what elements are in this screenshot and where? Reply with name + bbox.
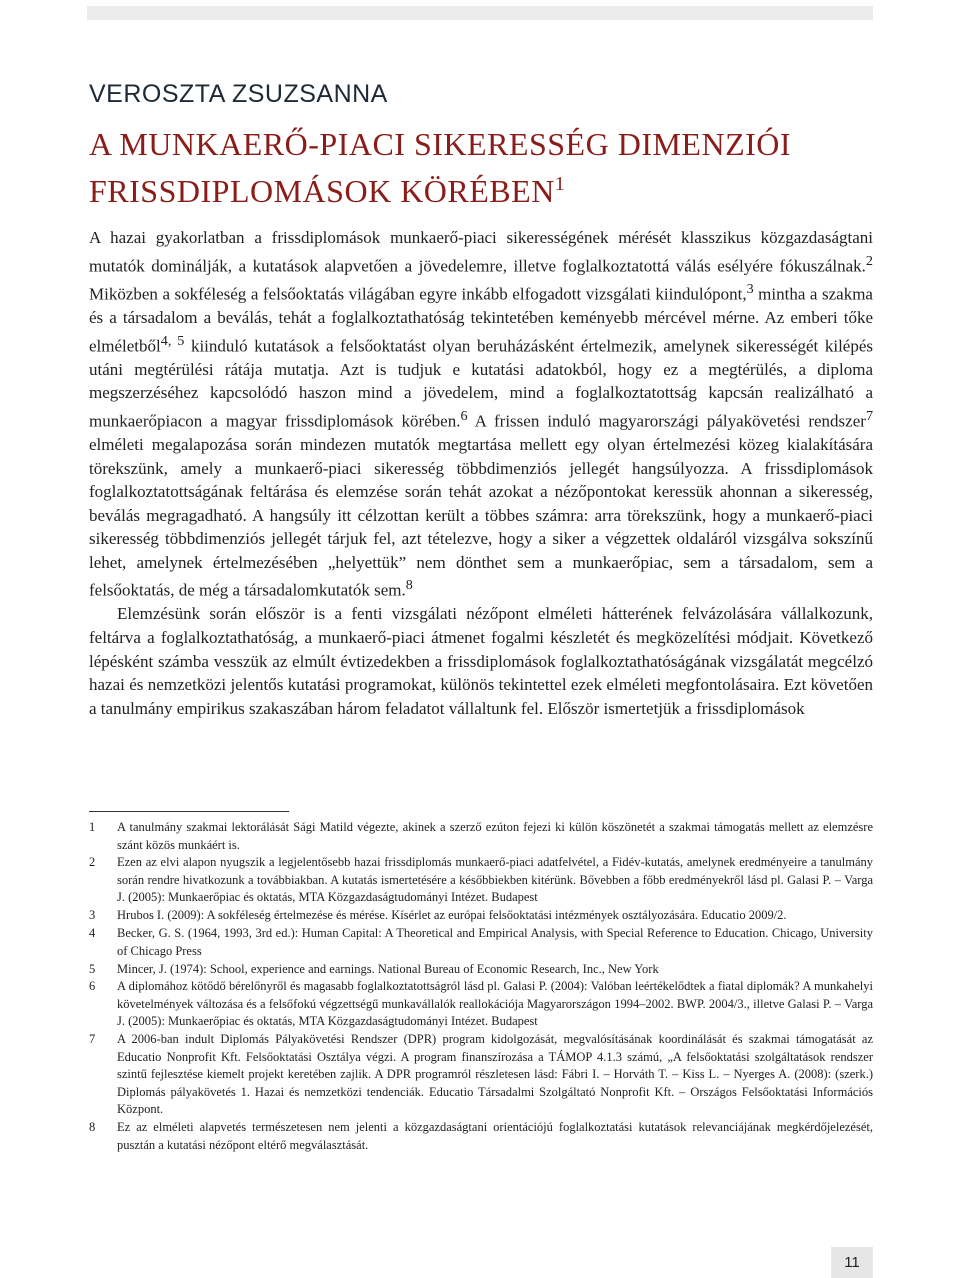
- footnote-text: Ez az elméleti alapvetés természetesen nem jelenti a közgazdaságtani orientációjú foglalkoztatási kutatások relevanciájának megkérdőjelezését, pusztán a kutatási nézőpont eltérő megválasztását.: [117, 1120, 873, 1152]
- title-line-1: A MUNKAERŐ-PIACI SIKERESSÉG DIMENZIÓI: [89, 126, 792, 162]
- footnote-text: A tanulmány szakmai lektorálását Sági Matild végezte, akinek a szerző ezúton fejezi ki külön köszönetét a szakmai támogatás mellett az elemzésre szánt közös munkáért is.: [117, 820, 873, 852]
- footnote: [89, 961, 873, 979]
- article-title: [89, 124, 869, 211]
- sentence: A hazai gyakorlatban a frissdiplomások munkaerő-piaci sikerességének mérését klasszikus közgazdaságtani mutatók dominálják, a kutatások alapvetően a jövedelemre, illetve foglalkoztatottá válás esélyére fókuszálnak.: [89, 228, 873, 276]
- footnote: [89, 978, 873, 1031]
- sentence: elméleti megalapozása során mindezen mutatók megtartása mellett egy olyan értelmezési közeg kialakítására törekszünk, amely a munkaerő-piaci sikeresség többdimenziós jellegét hangsúlyozza. A frissdiplomások foglalkoztatottságának feltárása és elemzése során tehát azokat a nézőpontokat keressük ahonnan a sikeresség, beválás megragadható. A hangsúly itt célzottan került a többes számra: arra törekszünk, hogy a munkaerő-piaci sikeresség többdimenziós jellegét tárjuk fel, azt tételezve, hogy a siker a végzettek oldaláról vizsgálva sokszínű lehet, amelynek értelmezésében „helyettük” nem dönthet sem a munkaerőpiac, sem a társadalom, sem a felsőoktatás, de még a társadalomkutatók sem.: [89, 435, 873, 600]
- footnote: [89, 907, 873, 925]
- footnote-ref: 4, 5: [160, 332, 185, 349]
- author-name: VEROSZTA ZSUZSANNA: [89, 80, 388, 108]
- sentence: kiinduló kutatások a felsőoktatást olyan beruházásként értelmezik, amelynek sikerességét kilépés utáni megtérülési rátája mutatja. Azt is tudjuk e kutatási adatokból, hogy ez a megtérülés, a diploma megszerzéséhez kapcsolódó haszon mind a jövedelem, mind a foglalkoztatottság kapcsán realizálható a munkaerőpiacon a magyar frissdiplomások körében.: [89, 336, 873, 431]
- footnote-ref: 2: [865, 252, 873, 269]
- footnote-text: A diplomához kötődő bérelőnyről és magasabb foglalkoztatottságról lásd pl. Galasi P. (2004): Valóban leértékelődtek a fiatal diplomák? A munkahelyi követelmények változása és a felsőfokú végzettségű munkavállalók reallokációja Magyarországon 1994–2002. BWP. 2004/3., illetve Galasi P. – Varga J. (2005): Munkaerőpiac és oktatás, MTA Közgazdaságtudományi Intézet. Budapest: [117, 979, 873, 1029]
- footnote-number: 1: [89, 820, 96, 834]
- footnote-ref: 6: [460, 407, 468, 424]
- footnote: [89, 819, 873, 854]
- header-bar: [87, 6, 873, 20]
- footnote-number: 4: [89, 926, 96, 941]
- paragraph-2: Elemzésünk során először is a fenti vizsgálati nézőpont elméleti hátterének felvázolására vállalkozunk, feltárva a foglalkoztathatóság, a munkaerő-piaci átmenet fogalmi készletét és megközelítési módjait. Következő lépésként számba vesszük az elmúlt évtizedekben a frissdiplomások foglalkoztathatóságának vizsgálatát megcélzó hazai és nemzetközi jelentős kutatási programokat, különös tekintettel ezek elméleti megfontolásaira. Ezt követően a tanulmány empirikus szakaszában három feladatot vállaltunk fel. Először ismertetjük a frissdiplomások: [89, 604, 873, 718]
- sentence: mintha a szakma és a társadalom a beválás, tehát a foglalkoztathatóság tekintetében keményebb mércével mérne. Az emberi tőke elméletből: [89, 284, 873, 356]
- footnote-number: 6: [89, 979, 96, 994]
- sentence: A frissen induló magyarországi pályakövetési rendszer: [467, 411, 866, 431]
- footnote: [89, 925, 873, 960]
- article-body: [89, 226, 873, 720]
- footnote: [89, 1031, 873, 1119]
- footnote: [89, 854, 873, 907]
- footnote-divider: [89, 811, 289, 812]
- footnote-text: A 2006-ban indult Diplomás Pályakövetési Rendszer (DPR) program kidolgozását, megvalósításának koordinálását és szakmai támogatását az Educatio Nonprofit Kft. Felsőoktatási Osztálya végzi. A program finanszírozása a TÁMOP 4.1.3 számú, „A felsőoktatási szolgáltatások rendszer szintű fejlesztése kiemelt projekt keretében zajlik. A DPR programról részletesen lásd: Fábri I. – Horváth T. – Kiss L. – Nyerges A. (2008): (szerk.) Diplomás pályakövetés 1. Hazai és nemzetközi tendenciák. Educatio Társadalmi Szolgáltató Nonprofit Kft. – Országos Felsőoktatási Információs Központ.: [117, 1032, 873, 1117]
- footnote-number: 2: [89, 855, 96, 870]
- footnotes: [89, 819, 873, 1155]
- footnote-number: 5: [89, 961, 96, 976]
- footnote-ref: 8: [405, 577, 413, 594]
- title-footnote-mark: 1: [554, 173, 566, 195]
- footnote-number: 3: [89, 908, 96, 923]
- footnote-text: Mincer, J. (1974): School, experience and earnings. National Bureau of Economic Research, Inc., New York: [117, 961, 659, 976]
- footnote-number: 7: [89, 1032, 96, 1047]
- page-number: 11: [831, 1247, 873, 1278]
- footnote-text: Becker, G. S. (1964, 1993, 3rd ed.): Human Capital: A Theoretical and Empirical Analysis, with Special Reference to Education. Chicago, University of Chicago Press: [117, 926, 873, 958]
- footnote-number: 8: [89, 1120, 96, 1135]
- footnote-ref: 7: [865, 407, 874, 424]
- footnote-text: Hrubos I. (2009): A sokféleség értelmezése és mérése. Kísérlet az európai felsőoktatási intézmények osztályozására. Educatio 2009/2.: [117, 908, 787, 923]
- footnote: [89, 1119, 873, 1154]
- footnote-ref: 3: [746, 280, 754, 297]
- title-line-2: FRISSDIPLOMÁSOK KÖRÉBEN: [89, 173, 555, 209]
- footnote-text: Ezen az elvi alapon nyugszik a legjelentősebb hazai frissdiplomás munkaerő-piaci adatfelvétel, a Fidév-kutatás, amelynek eredményeire a tanulmány során rendre hivatkozunk a továbbiakban. A kutatás ismertetésére a későbbiekben kitérünk. Bővebben a főbb eredményekről lásd pl. Galasi P. – Varga J. (2005): Munkaerőpiac és oktatás, MTA Közgazdaságtudományi Intézet. Budapest: [117, 855, 873, 905]
- paragraph-1: [89, 226, 873, 602]
- sentence: Miközben a sokféleség a felsőoktatás világában egyre inkább elfogadott vizsgálati kiindulópont,: [89, 284, 747, 304]
